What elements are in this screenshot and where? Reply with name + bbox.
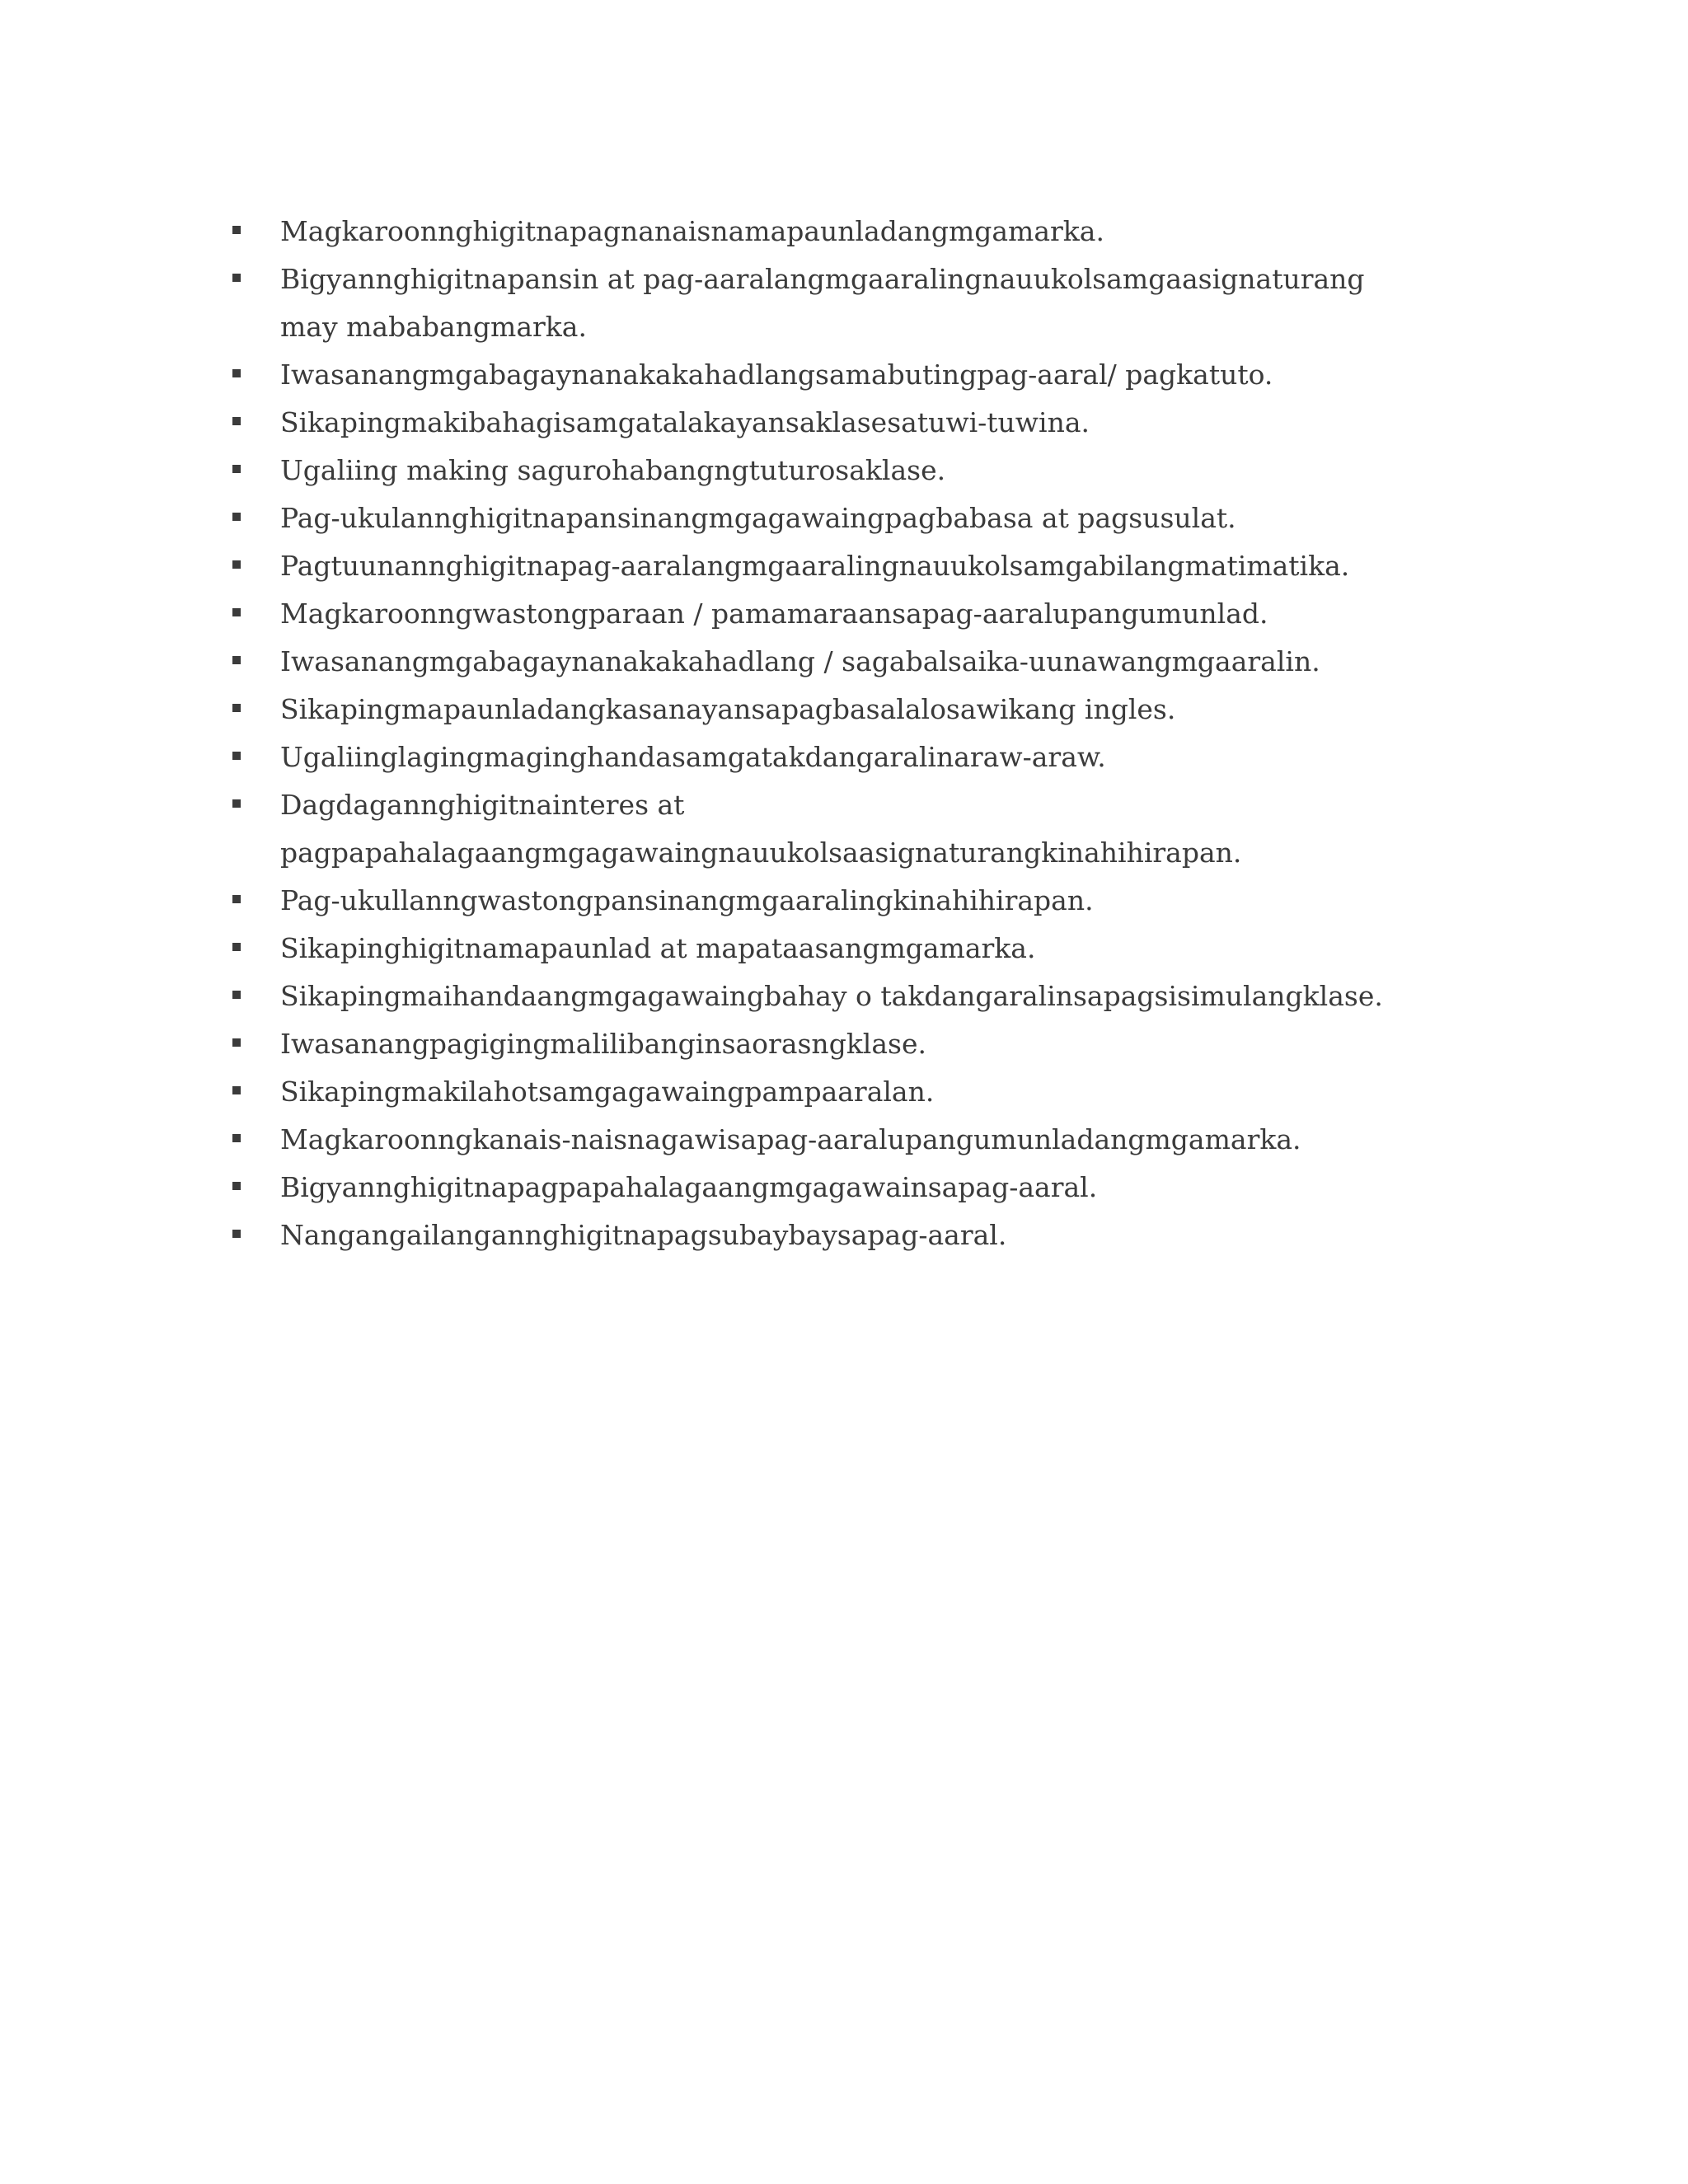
list-item [232, 351, 1386, 399]
list-item-text: Sikapingmaihandaangmgagawaingbahay o takdangaralinsapagsisimulangklase. [280, 980, 1383, 1012]
list-item [232, 542, 1386, 590]
list-item [232, 925, 1386, 972]
list-item-text: Iwasanangpagigingmalilibanginsaorasngklase. [280, 1028, 926, 1060]
list-item [232, 1164, 1386, 1212]
square-bullet-icon [232, 226, 241, 234]
list-item-text: Bigyannghigitnapansin at pag-aaralangmgaaralingnauukolsamgaasignaturang may mababangmarka. [280, 263, 1365, 343]
list-item-text: Sikapingmakibahagisamgatalakayansaklasesatuwi-tuwina. [280, 406, 1090, 438]
list-item-text: Pagtuunannghigitnapag-aaralangmgaaralingnauukolsamgabilangmatimatika. [280, 550, 1350, 582]
square-bullet-icon [232, 1230, 241, 1238]
square-bullet-icon [232, 799, 241, 808]
list-item [232, 255, 1386, 351]
list-item-text: Sikapingmakilahotsamgagawaingpampaaralan. [280, 1076, 935, 1108]
list-item [232, 781, 1386, 877]
square-bullet-icon [232, 943, 241, 951]
square-bullet-icon [232, 1038, 241, 1047]
square-bullet-icon [232, 991, 241, 999]
square-bullet-icon [232, 417, 241, 425]
list-item-text: Bigyannghigitnapagpapahalagaangmgagawainsapag-aaral. [280, 1171, 1098, 1203]
list-item-text: Iwasanangmgabagaynanakakahadlang / sagabalsaika-uunawangmgaaralin. [280, 645, 1320, 677]
list-item [232, 1116, 1386, 1164]
square-bullet-icon [232, 1086, 241, 1094]
list-item [232, 1212, 1386, 1259]
list-item [232, 1068, 1386, 1116]
list-item-text: Magkaroonnghigitnapagnanaisnamapaunladangmgamarka. [280, 215, 1104, 247]
square-bullet-icon [232, 752, 241, 760]
list-item-text: Magkaroonngwastongparaan / pamamaraansapag-aaralupangumunlad. [280, 598, 1268, 630]
list-item [232, 733, 1386, 781]
list-item [232, 972, 1386, 1020]
square-bullet-icon [232, 1182, 241, 1190]
list-item [232, 494, 1386, 542]
list-item-text: Sikapingmapaunladangkasanayansapagbasalalosawikang ingles. [280, 693, 1176, 725]
list-item-text: Pag-ukulannghigitnapansinangmgagawaingpagbabasa at pagsusulat. [280, 502, 1236, 534]
list-item-text: Nangangailangannghigitnapagsubaybaysapag-aaral. [280, 1219, 1007, 1251]
list-item [232, 590, 1386, 638]
list-item-text: Sikapinghigitnamapaunlad at mapataasangmgamarka. [280, 932, 1036, 964]
list-item-text: Pag-ukullanngwastongpansinangmgaaralingkinahihirapan. [280, 884, 1094, 916]
list-item-text: Ugaliing making sagurohabangngtuturosaklase. [280, 454, 946, 486]
list-item-text: Ugaliinglagingmaginghandasamgatakdangaralinaraw-araw. [280, 741, 1106, 773]
list-item [232, 686, 1386, 733]
square-bullet-icon [232, 1134, 241, 1142]
list-item [232, 399, 1386, 447]
square-bullet-icon [232, 656, 241, 664]
list-item [232, 638, 1386, 686]
square-bullet-icon [232, 369, 241, 377]
square-bullet-icon [232, 560, 241, 569]
list-item [232, 1020, 1386, 1068]
square-bullet-icon [232, 704, 241, 712]
square-bullet-icon [232, 608, 241, 616]
list-item [232, 447, 1386, 494]
square-bullet-icon [232, 274, 241, 282]
list-item-text: Iwasanangmgabagaynanakakahadlangsamabutingpag-aaral/ pagkatuto. [280, 359, 1273, 391]
list-item [232, 877, 1386, 925]
bullet-list [232, 208, 1386, 1259]
list-item [232, 208, 1386, 255]
square-bullet-icon [232, 895, 241, 903]
square-bullet-icon [232, 465, 241, 473]
square-bullet-icon [232, 513, 241, 521]
list-item-text: Dagdagannghigitnainteres at pagpapahalagaangmgagawaingnauukolsaasignaturangkinahihirapan. [280, 789, 1242, 869]
list-item-text: Magkaroonngkanais-naisnagawisapag-aaralupangumunladangmgamarka. [280, 1123, 1301, 1155]
